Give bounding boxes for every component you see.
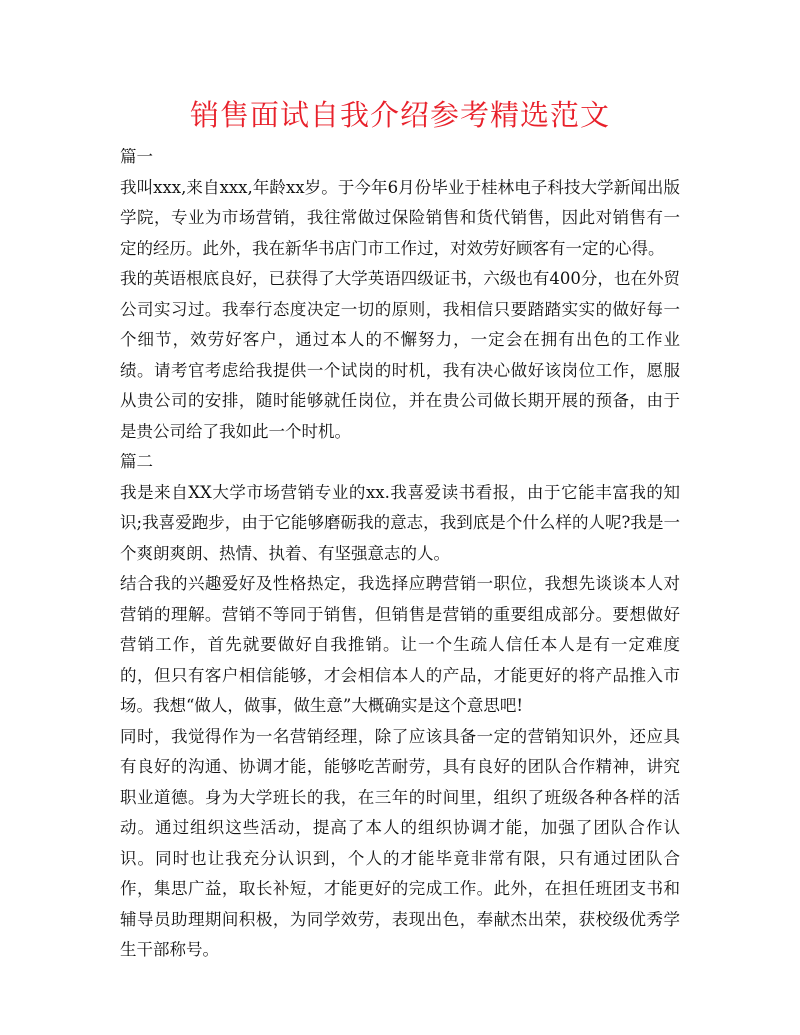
document-body (120, 142, 680, 966)
paragraph: 结合我的兴趣爱好及性格热定，我选择应聘营销一职位，我想先谈谈本人对营销的理解。营销不等同于销售，但销售是营销的重要组成部分。要想做好营销工作，首先就要做好自我推销。让一个生疏人信任本人是有一定难度的，但只有客户相信能够，才会相信本人的产品，才能更好的将产品推入市场。我想“做人，做事，做生意”大概确实是这个意思吧! (120, 574, 680, 715)
paragraph: 同时，我觉得作为一名营销经理，除了应该具备一定的营销知识外，还应具有良好的沟通、协调才能，能够吃苦耐劳，具有良好的团队合作精神，讲究职业道德。身为大学班长的我，在三年的时间里，组织了班级各种各样的活动。通过组织这些活动，提高了本人的组织协调才能，加强了团队合作认识。同时也让我充分认识到，个人的才能毕竟非常有限，只有通过团队合作，集思广益，取长补短，才能更好的完成工作。此外，在担任班团支书和辅导员助理期间积极，为同学效劳，表现出色，奉献杰出荣，获校级优秀学生干部称号。 (120, 726, 680, 959)
paragraph: 我是来自XX大学市场营销专业的xx.我喜爱读书看报，由于它能丰富我的知识;我喜爱跑步，由于它能够磨砺我的意志，我到底是个什么样的人呢?我是一个爽朗爽朗、热情、执着、有坚强意志的人。 (120, 482, 680, 563)
paragraph: 我的英语根底良好，已获得了大学英语四级证书，六级也有400分，也在外贸公司实习过。我奉行态度决定一切的原则，我相信只要踏踏实实的做好每一个细节，效劳好客户，通过本人的不懈努力，一定会在拥有出色的工作业绩。请考官考虑给我提供一个试岗的时机，我有决心做好该岗位工作，愿服从贵公司的安排，随时能够就任岗位，并在贵公司做长期开展的预备，由于是贵公司给了我如此一个时机。 (120, 269, 680, 441)
page-title: 销售面试自我介绍参考精选范文 (189, 98, 610, 132)
section-heading: 篇一 (120, 147, 153, 166)
paragraph: 我叫xxx,来自xxx,年龄xx岁。于今年6月份毕业于桂林电子科技大学新闻出版学院，专业为市场营销，我往常做过保险销售和货代销售，因此对销售有一定的经历。此外，我在新华书店门市工作过，对效劳好顾客有一定的心得。 (120, 177, 680, 258)
section-heading: 篇二 (120, 452, 153, 471)
